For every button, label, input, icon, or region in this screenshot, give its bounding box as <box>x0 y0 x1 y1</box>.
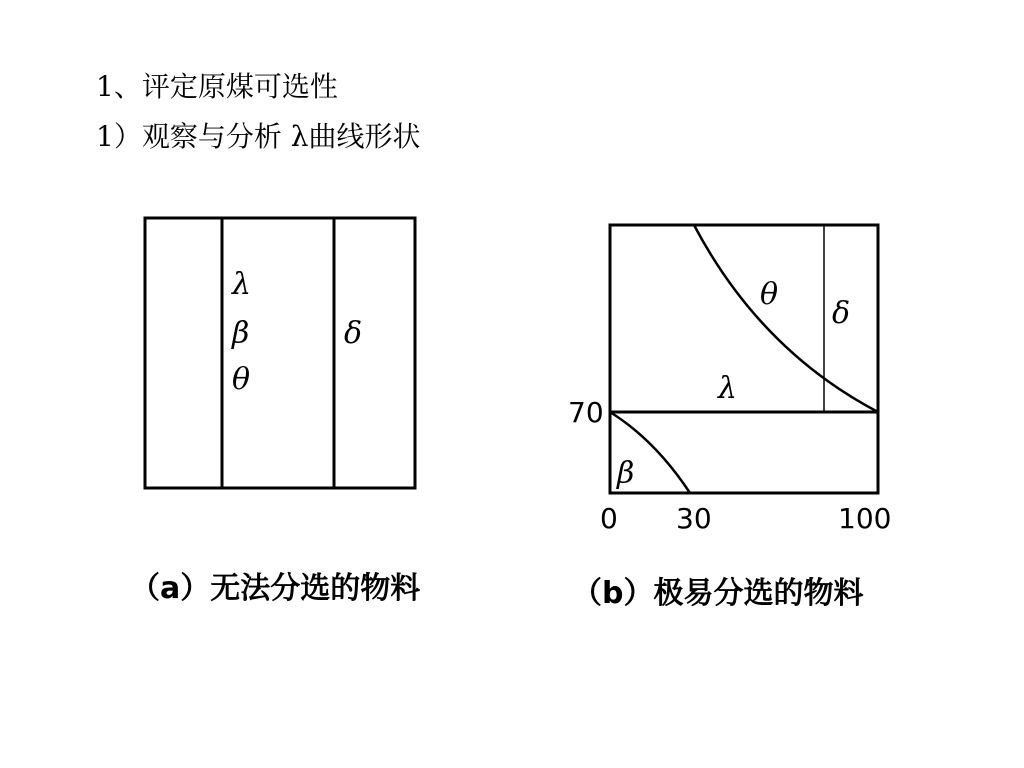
figure-a-label-theta: θ <box>232 362 251 397</box>
figure-b-label-delta: δ <box>832 296 851 331</box>
figure-a-label-beta: β <box>232 316 250 351</box>
slide-heading-2: 1）观察与分析 λ曲线形状 <box>96 120 421 153</box>
figure-a-label-lambda: λ <box>232 267 252 302</box>
figure-b-label-lambda: λ <box>718 371 738 406</box>
figure-a-frame <box>145 218 415 488</box>
figure-a-caption: （a）无法分选的物料 <box>130 571 421 606</box>
figure-b-caption: （b）极易分选的物料 <box>572 576 864 611</box>
figure-b <box>568 225 891 611</box>
figure-b-tick-y-70: 70 <box>568 396 604 429</box>
figure-a <box>130 218 420 606</box>
figure-b-label-beta: β <box>617 456 635 491</box>
figure-b-tick-x-0: 0 <box>600 502 618 535</box>
slide-heading-1: 1、评定原煤可选性 <box>96 70 338 103</box>
figure-b-tick-x-30: 30 <box>676 502 712 535</box>
figure-a-label-delta: δ <box>344 316 363 351</box>
figure-b-frame <box>610 225 878 493</box>
figure-b-tick-x-100: 100 <box>838 502 892 535</box>
figure-b-label-theta: θ <box>760 277 779 312</box>
